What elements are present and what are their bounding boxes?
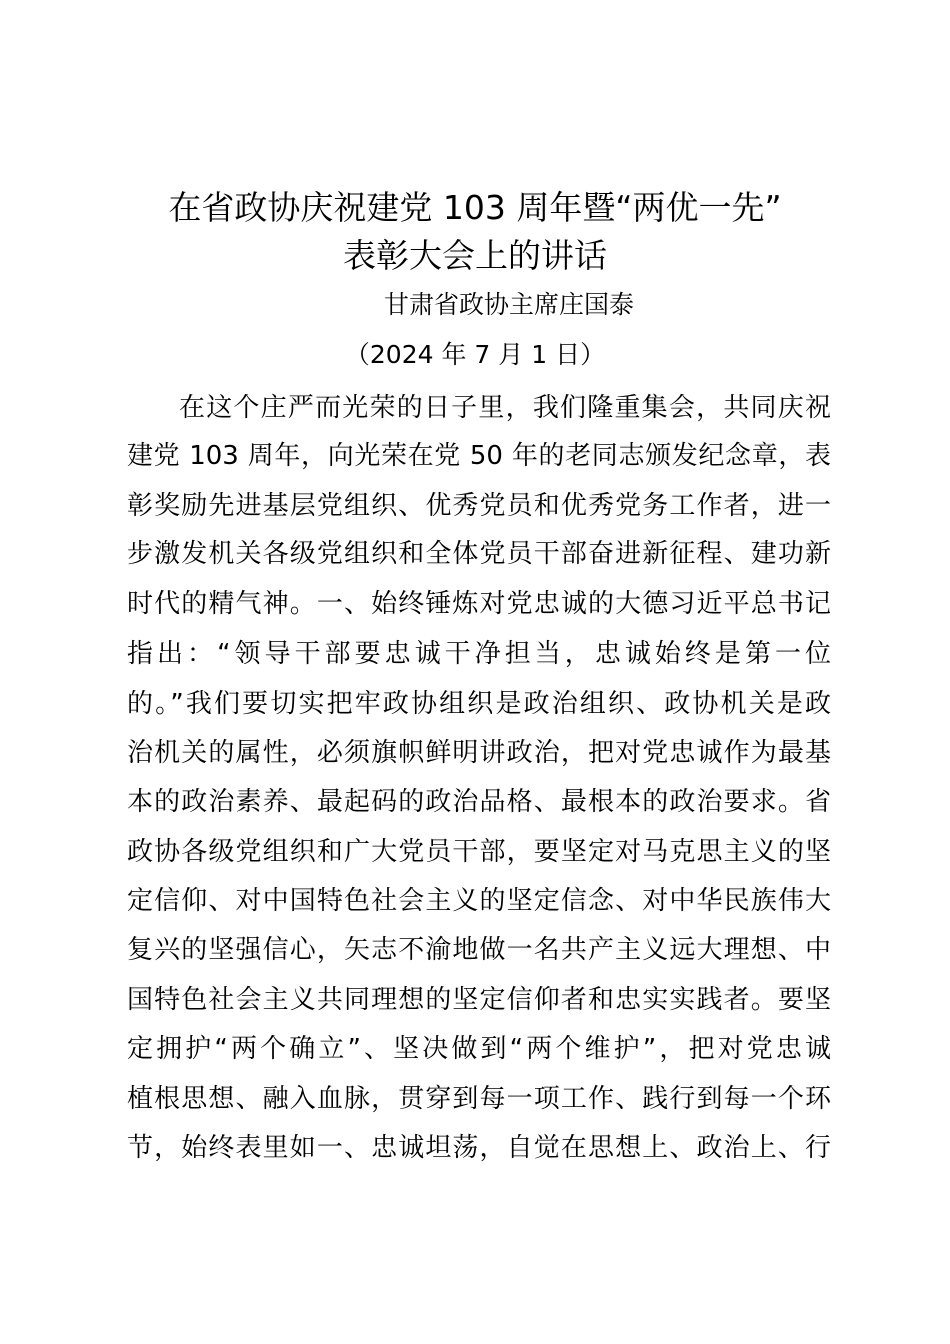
title-line-1: 在省政协庆祝建党 103 周年暨“两优一先” [168,188,782,227]
body-line: 在这个庄严而光荣的日子里，我们隆重集会，共同庆祝 [179,393,831,423]
body-line: 的。”我们要切实把牢政协组织是政治组织、政协机关是政 [127,689,831,719]
body-line: 建党 103 周年，向光荣在党 50 年的老同志颁发纪念章，表 [127,441,831,471]
body-line: 植根思想、融入血脉，贯穿到每一项工作、践行到每一个环 [127,1084,831,1114]
body-line: 定信仰、对中国特色社会主义的坚定信念、对中华民族伟大 [127,886,831,916]
body-line: 国特色社会主义共同理想的坚定信仰者和忠实实践者。要坚 [127,985,831,1015]
body-line: 本的政治素养、最起码的政治品格、最根本的政治要求。省 [127,787,831,817]
body-line: 彰奖励先进基层党组织、优秀党员和优秀党务工作者，进一 [127,491,831,521]
body-line: 复兴的坚强信心，矢志不渝地做一名共产主义远大理想、中 [127,935,831,965]
body-line: 节，始终表里如一、忠诚坦荡，自觉在思想上、政治上、行 [127,1133,831,1163]
body-line: 时代的精气神。一、始终锤炼对党忠诚的大德习近平总书记 [127,589,831,619]
body-line: 定拥护“两个确立”、坚决做到“两个维护”，把对党忠诚 [127,1034,831,1064]
author-line: 甘肃省政协主席庄国泰 [383,290,634,319]
date-line: （2024 年 7 月 1 日） [344,340,606,369]
title-line-2: 表彰大会上的讲话 [343,236,607,275]
body-line: 治机关的属性，必须旗帜鲜明讲政治，把对党忠诚作为最基 [127,738,831,768]
body-line: 指出：“领导干部要忠诚干净担当，忠诚始终是第一位 [127,639,831,669]
body-line: 政协各级党组织和广大党员干部，要坚定对马克思主义的坚 [127,837,831,867]
body-line: 步激发机关各级党组织和全体党员干部奋进新征程、建功新 [127,539,831,569]
